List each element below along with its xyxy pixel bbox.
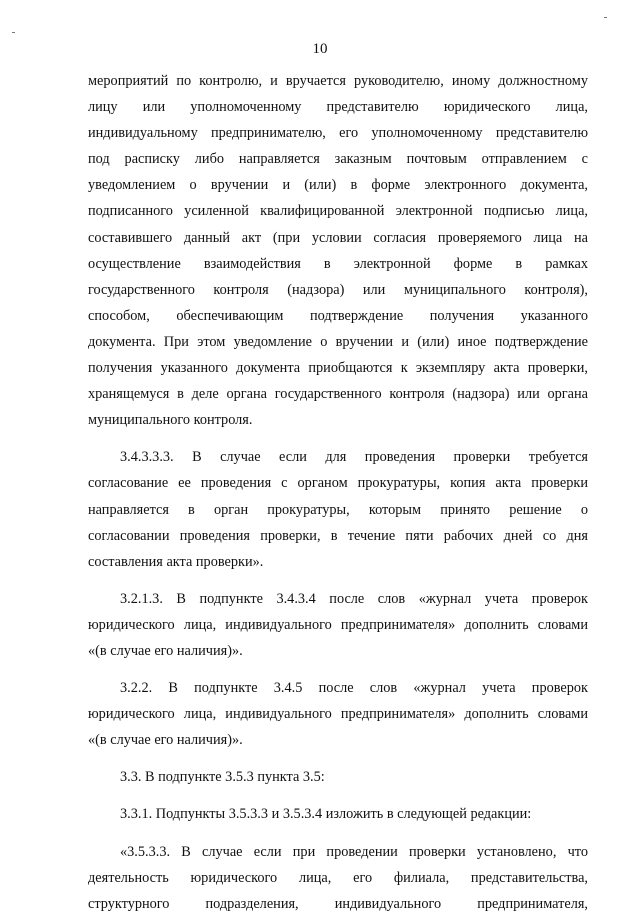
text-line: деятельность юридического лица, его филиала, представительства,	[88, 869, 588, 886]
text-line: 3.4.3.3.3. В случае если для проведения проверки требуется	[120, 449, 588, 466]
text-line: структурного подразделения, индивидуального предпринимателя,	[88, 895, 588, 912]
text-line: индивидуальному предпринимателю, его уполномоченному представителю	[88, 125, 588, 142]
text-line: муниципального контроля.	[88, 412, 253, 429]
text-line: хранящемуся в деле органа государственного контроля (надзора) или органа	[88, 386, 588, 403]
text-line: 3.3.1. Подпункты 3.5.3.3 и 3.5.3.4 изложить в следующей редакции:	[120, 806, 532, 823]
paragraph-gap	[88, 433, 588, 444]
text-line: 3.2.1.3. В подпункте 3.4.3.4 после слов «журнал учета проверок	[120, 590, 588, 607]
text-line: составившего данный акт (при условии согласия проверяемого лица на	[88, 229, 588, 246]
text-line: государственного контроля (надзора) или муниципального контроля),	[88, 281, 588, 298]
text-line: уведомлением о вручении и (или) в форме электронного документа,	[88, 177, 588, 194]
paragraph-gap	[88, 790, 588, 801]
text-line: составления акта проверки».	[88, 553, 264, 570]
page-number: 10	[312, 41, 328, 57]
text-line: 3.2.2. В подпункте 3.4.5 после слов «журнал учета проверок	[120, 680, 588, 697]
paragraph-gap	[88, 828, 588, 839]
document-body	[88, 68, 588, 917]
scan-speck	[12, 32, 15, 33]
text-line: «(в случае его наличия)».	[88, 642, 243, 659]
text-line: согласовании проведения проверки, в течение пяти рабочих дней со дня	[88, 527, 588, 544]
text-line: согласование ее проведения с органом прокуратуры, копия акта проверки	[88, 475, 588, 492]
text-line: юридического лица, индивидуального предпринимателя» дополнить словами	[88, 706, 588, 723]
scan-speck	[604, 17, 607, 18]
text-line: 3.3. В подпункте 3.5.3 пункта 3.5:	[120, 769, 325, 786]
text-line: мероприятий по контролю, и вручается руководителю, иному должностному	[88, 73, 588, 89]
text-line: «(в случае его наличия)».	[88, 732, 243, 749]
text-line: подписанного усиленной квалифицированной электронной подписью лица,	[88, 203, 588, 220]
text-line: получения указанного документа приобщаются к экземпляру акта проверки,	[88, 360, 588, 377]
paragraph-gap	[88, 575, 588, 586]
text-line: способом, обеспечивающим подтверждение получения указанного	[88, 307, 588, 324]
text-line: документа. При этом уведомление о вручении и (или) иное подтверждение	[88, 333, 588, 350]
text-line: лицу или уполномоченному представителю юридического лица,	[88, 99, 588, 116]
text-line: под расписку либо направляется заказным почтовым отправлением с	[88, 151, 588, 168]
paragraph-gap	[88, 753, 588, 764]
text-line: направляется в орган прокуратуры, которым принято решение о	[88, 501, 588, 518]
text-line: осуществление взаимодействия в электронной форме в рамках	[88, 255, 588, 272]
text-line: юридического лица, индивидуального предпринимателя» дополнить словами	[88, 616, 588, 633]
paragraph-gap	[88, 664, 588, 675]
text-line: «3.5.3.3. В случае если при проведении проверки установлено, что	[120, 843, 588, 860]
